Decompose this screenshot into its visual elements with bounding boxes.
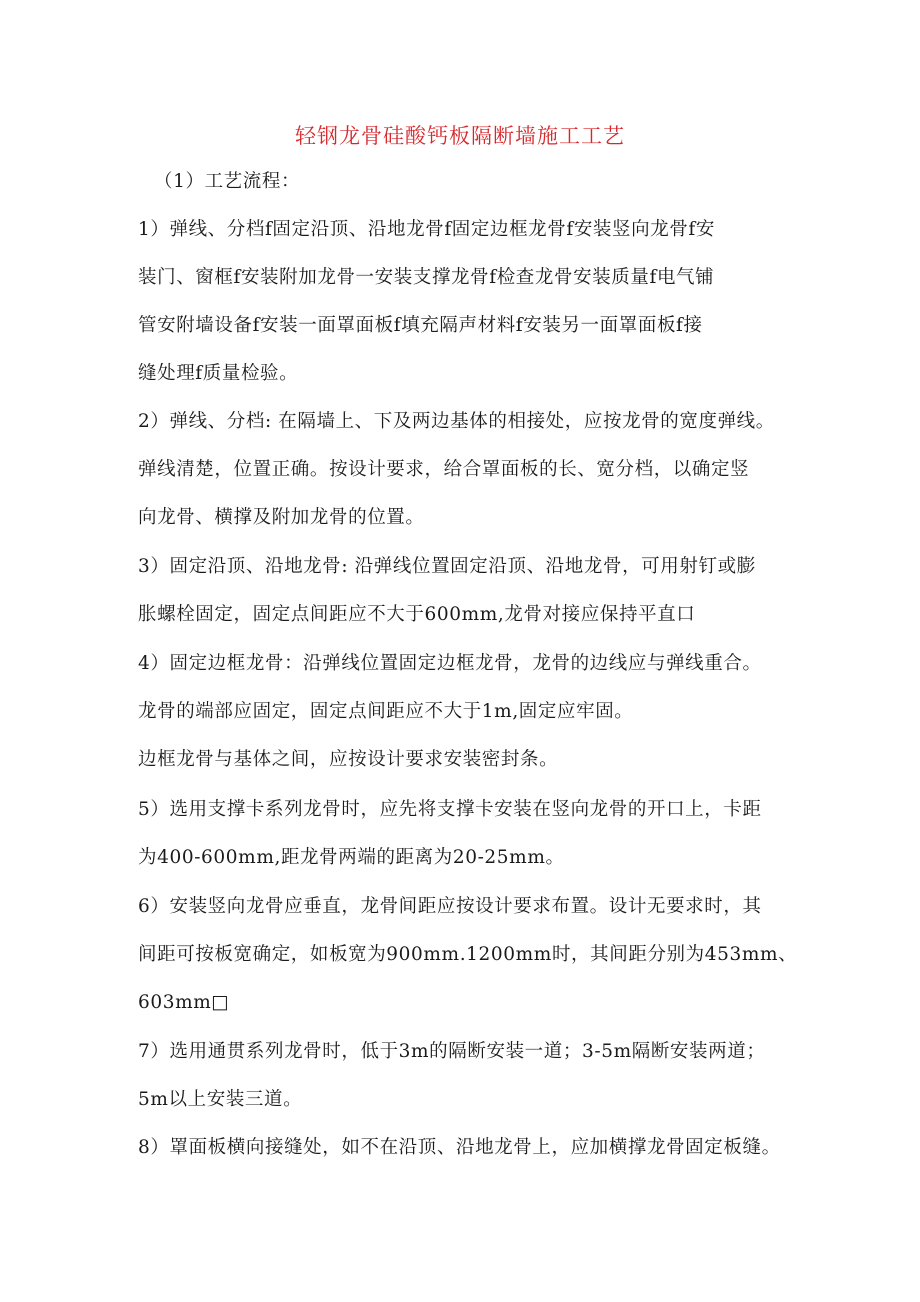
text-line: 间距可按板宽确定，如板宽为900mm.1200mm时，其间距分别为453mm、	[138, 944, 798, 965]
text-line: 8）罩面板横向接缝处，如不在沿顶、沿地龙骨上，应加横撑龙骨固定板缝。	[138, 1137, 781, 1158]
text-line: 边框龙骨与基体之间，应按设计要求安装密封条。	[138, 749, 559, 770]
text-line: 5）选用支撑卡系列龙骨时，应先将支撑卡安装在竖向龙骨的开口上，卡距	[138, 799, 762, 820]
text-line: 6）安装竖向龙骨应垂直，龙骨间距应按设计要求布置。设计无要求时，其	[138, 896, 762, 917]
text-line: 1）弹线、分档f固定沿顶、沿地龙骨f固定边框龙骨f安装竖向龙骨f安	[138, 219, 715, 240]
text-line: 5m以上安装三道。	[138, 1089, 303, 1110]
document-title: 轻钢龙骨硅酸钙板隔断墙施工工艺	[295, 124, 625, 148]
text-line: 3）固定沿顶、沿地龙骨: 沿弹线位置固定沿顶、沿地龙骨，可用射钉或膨	[138, 556, 756, 577]
text-line: 装门、窗框f安装附加龙骨一安装支撑龙骨f检查龙骨安装质量f电气铺	[138, 267, 715, 288]
text-line: 4）固定边框龙骨：沿弹线位置固定边框龙骨，龙骨的边线应与弹线重合。	[138, 653, 762, 674]
text-line: 向龙骨、横撑及附加龙骨的位置。	[138, 507, 425, 528]
text-line: 胀螺栓固定，固定点间距应不大于600mm,龙骨对接应保持平直口	[138, 604, 696, 625]
section-heading: （1）工艺流程：	[154, 171, 301, 192]
text-line: 7）选用通贯系列龙骨时，低于3m的隔断安装一道；3-5m隔断安装两道；	[138, 1041, 766, 1062]
text-line: 龙骨的端部应固定，固定点间距应不大于1m,固定应牢固。	[138, 701, 634, 722]
text-line: 缝处理f质量检验。	[138, 363, 299, 384]
text-line: 603mm□	[138, 992, 230, 1013]
text-line: 2）弹线、分档: 在隔墙上、下及两边基体的相接处，应按龙骨的宽度弹线。	[138, 411, 775, 432]
text-line: 管安附墙设备f安装一面罩面板f填充隔声材料f安装另一面罩面板f接	[138, 315, 703, 336]
text-line: 为400-600mm,距龙骨两端的距离为20-25mm。	[138, 847, 565, 868]
text-line: 弹线清楚，位置正确。按设计要求，给合罩面板的长、宽分档，以确定竖	[138, 459, 750, 480]
